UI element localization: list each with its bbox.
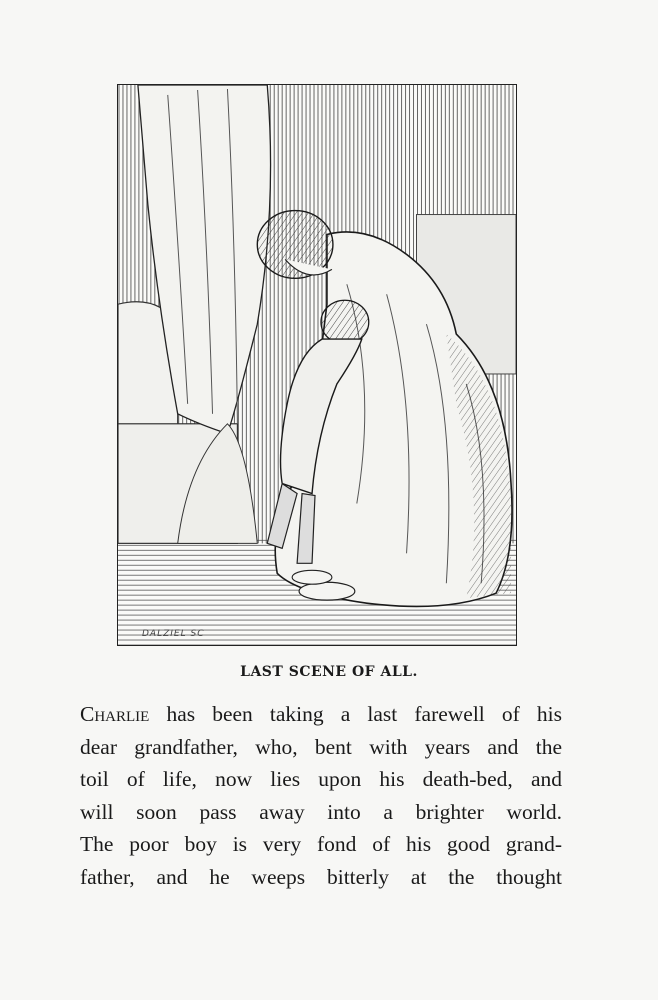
text-line-2: dear grandfather, who, bent with years and the	[80, 734, 562, 759]
text-line-4: will soon pass away into a brighter world.	[80, 799, 562, 824]
text-line-3: toil of life, now lies upon his death-bed, and	[80, 767, 562, 791]
text-line-1	[80, 698, 562, 731]
text-line-6: father, and he weeps bitterly at the thought	[80, 864, 562, 889]
engraving-illustration	[118, 85, 516, 645]
text-line-5: The poor boy is very fond of his good grand-	[80, 832, 562, 856]
lead-word: Charlie	[80, 702, 150, 726]
engraving-plate	[117, 84, 517, 646]
plate-caption: LAST SCENE OF ALL.	[240, 664, 418, 680]
body-paragraph	[80, 698, 562, 893]
engraver-signature: DALZIEL SC	[142, 629, 205, 639]
child-head	[321, 300, 369, 344]
line-1-rest: has been taking a last farewell of his	[166, 702, 562, 726]
